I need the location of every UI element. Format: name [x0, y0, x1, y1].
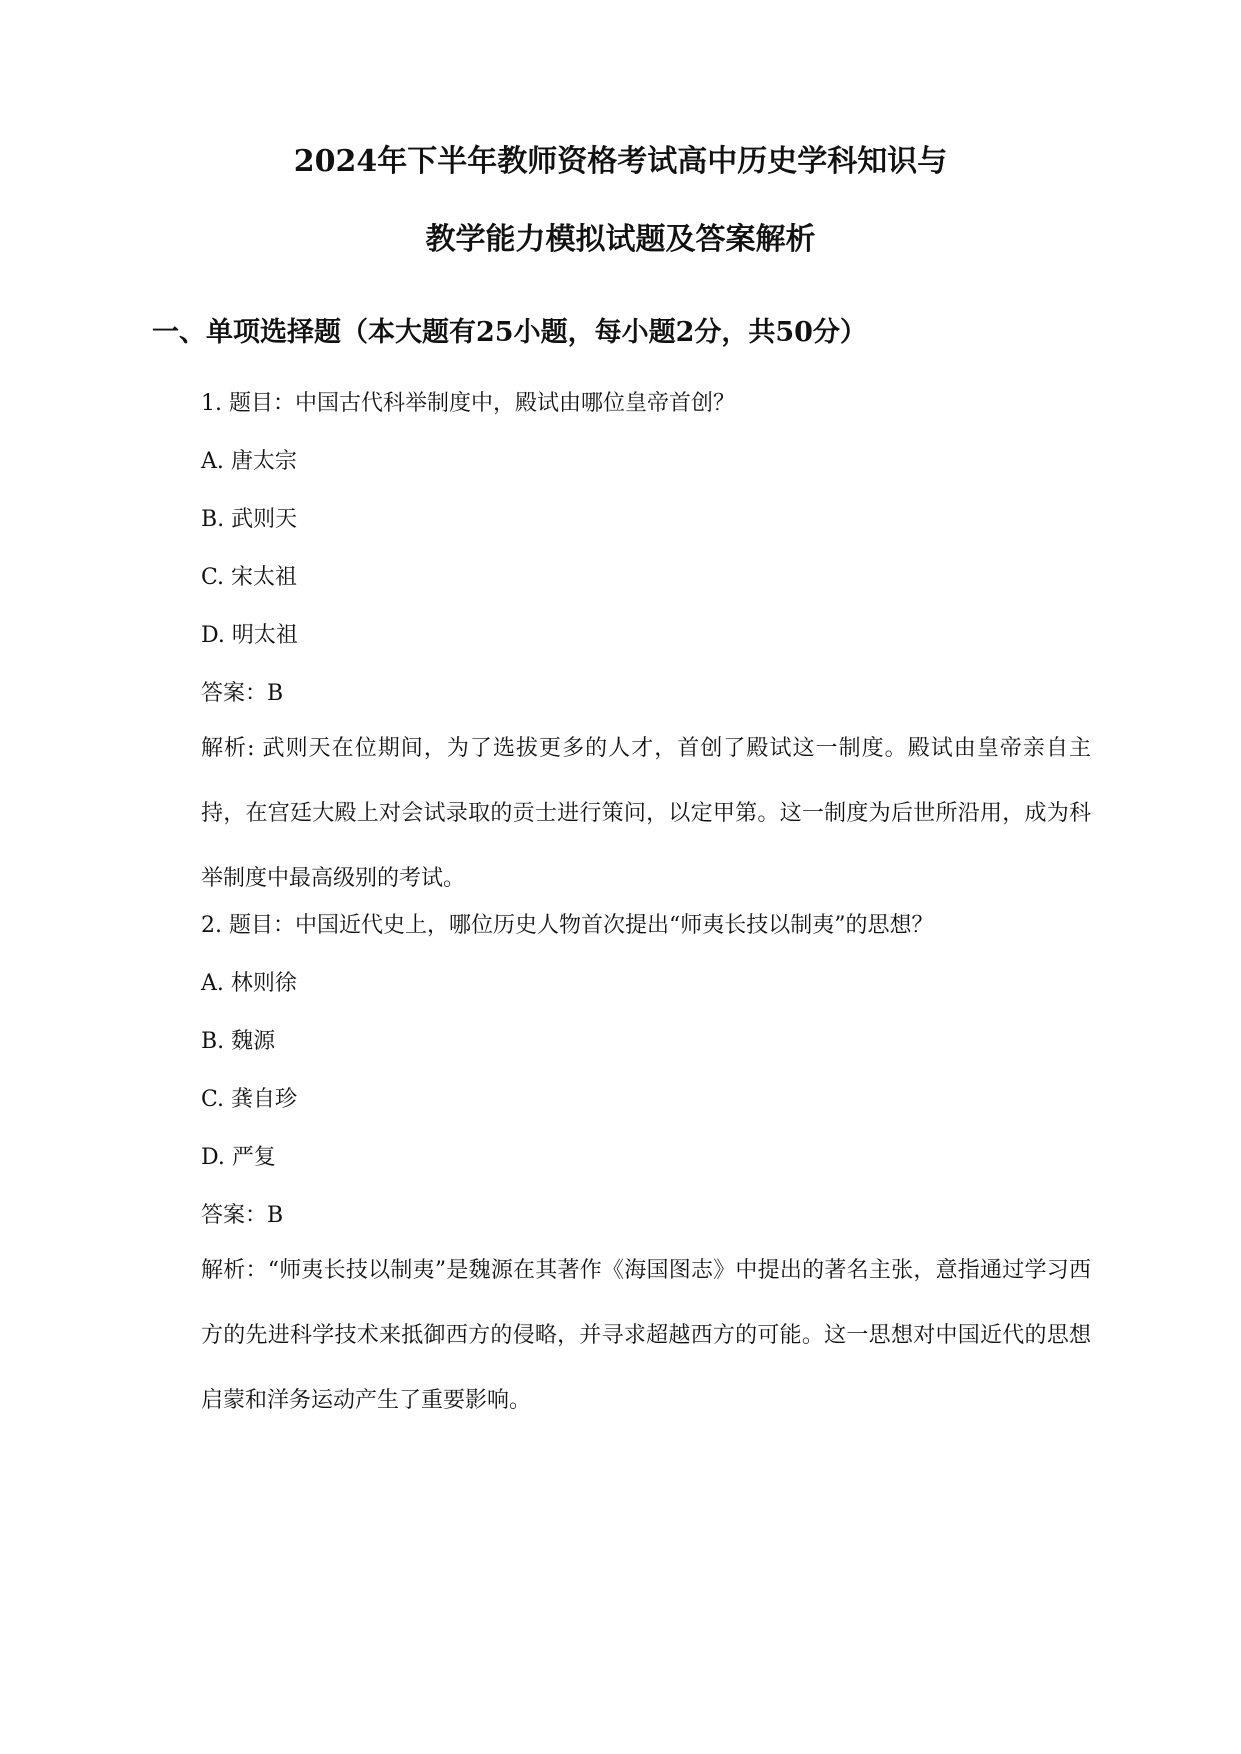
- question-2-analysis: 解析：“师夷长技以制夷”是魏源在其著作《海国图志》中提出的著名主张，意指通过学习西方的先进科学技术来抵御西方的侵略，并寻求超越西方的可能。这一思想对中国近代的思想启蒙和洋务运动产生了重要影响。: [201, 1258, 1091, 1413]
- question-1-option-c: C. 宋太祖: [201, 565, 298, 590]
- question-1-option-a: A. 唐太宗: [201, 449, 297, 474]
- question-1-option-d: D. 明太祖: [201, 623, 298, 648]
- document-title-line-2: 教学能力模拟试题及答案解析: [425, 222, 816, 257]
- section-heading: 一、单项选择题（本大题有25小题，每小题2分，共50分）: [152, 317, 867, 348]
- question-2-answer: 答案：B: [201, 1203, 284, 1228]
- question-1-answer: 答案：B: [201, 681, 284, 706]
- question-2-option-d: D. 严复: [201, 1145, 276, 1170]
- document-title-line-1: 2024年下半年教师资格考试高中历史学科知识与: [293, 144, 948, 179]
- question-1-stem: 1. 题目：中国古代科举制度中，殿试由哪位皇帝首创？: [201, 391, 735, 416]
- question-1-analysis: 解析: 武则天在位期间，为了选拔更多的人才，首创了殿试这一制度。殿试由皇帝亲自主持，在宫廷大殿上对会试录取的贡士进行策问，以定甲第。这一制度为后世所沿用，成为科举制度中最高级别的考试。: [201, 736, 1091, 891]
- question-1-option-b: B. 武则天: [201, 507, 298, 532]
- question-2-option-c: C. 龚自珍: [201, 1087, 298, 1112]
- question-2-option-b: B. 魏源: [201, 1029, 276, 1054]
- question-2-stem: 2. 题目：中国近代史上，哪位历史人物首次提出“师夷长技以制夷”的思想？: [201, 913, 934, 938]
- question-2-option-a: A. 林则徐: [201, 971, 297, 996]
